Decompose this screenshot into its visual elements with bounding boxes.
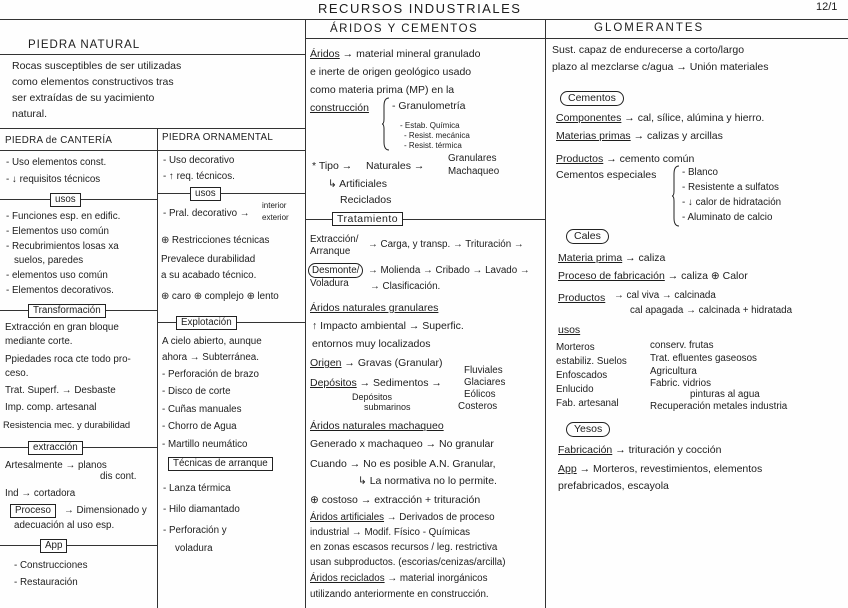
- note-line: - elementos uso común: [6, 270, 108, 281]
- note-line: ⊕ Restricciones técnicas: [161, 235, 270, 246]
- note-line: Cuando → No es posible A.N. Granular,: [310, 458, 496, 470]
- label-cales: Cales: [566, 229, 609, 244]
- subcolumn-divider: [157, 128, 158, 608]
- note-line: - Chorro de Agua: [162, 421, 237, 432]
- note-line: - Elementos uso común: [6, 226, 109, 237]
- note-line: usan subproductos. (escorias/cenizas/arcilla): [310, 557, 506, 568]
- label-extraccion: extracción: [28, 441, 83, 455]
- definition-text: → cemento común: [603, 153, 695, 165]
- note-line: - Perforación de brazo: [162, 369, 259, 380]
- property-item: - Resist. térmica: [404, 141, 462, 150]
- note-line: - ↓ requisitos técnicos: [6, 174, 101, 185]
- sediment-type: Fluviales: [464, 365, 503, 376]
- note-line: entornos muy localizados: [312, 338, 431, 350]
- definition-text: → Morteros, revestimientos, elementos: [576, 463, 763, 475]
- term: Áridos reciclados: [310, 573, 385, 584]
- intro-line: como elementos constructivos tras: [12, 76, 174, 88]
- note-line: ⊕ caro ⊕ complejo ⊕ lento: [161, 291, 279, 302]
- process-chain: → Molienda → Cribado → Lavado →: [368, 265, 530, 276]
- note-line: - Funciones esp. en edific.: [6, 211, 121, 222]
- label-app: App: [40, 539, 67, 553]
- label-tecnicas-arranque: Técnicas de arranque: [168, 457, 273, 471]
- note-line: ahora → Subterránea.: [162, 352, 259, 363]
- note-line: Extracción en gran bloque: [5, 322, 119, 333]
- cement-type: - Blanco: [682, 167, 718, 178]
- artificiales-line: [310, 512, 495, 524]
- process-step: Extracción/: [310, 234, 359, 245]
- note-line: - Perforación y: [163, 525, 227, 536]
- app-line: [558, 463, 762, 476]
- note-line: industrial → Modif. Físico - Químicas: [310, 527, 471, 538]
- cement-type: - Resistente a sulfatos: [682, 182, 779, 193]
- label-cementos: Cementos: [560, 91, 624, 106]
- label-usos: usos: [190, 187, 221, 201]
- note-line: - Pral. decorativo →: [163, 208, 250, 219]
- process-step: Voladura: [310, 278, 349, 289]
- note-line: - ↑ req. técnicos.: [163, 171, 235, 182]
- materias-line: [556, 130, 723, 143]
- property-item: - Estab. Química: [400, 121, 460, 130]
- materia-line: [558, 252, 665, 265]
- label-explotacion: Explotación: [176, 316, 237, 330]
- section-header-piedra-natural: PIEDRA NATURAL: [28, 39, 141, 51]
- sediment-type: Costeros: [458, 401, 498, 412]
- note-line: - Construcciones: [14, 560, 88, 571]
- note-line: Ppiedades roca cte todo pro-: [5, 354, 131, 365]
- section-header-glomerantes: GLOMERANTES: [594, 22, 705, 34]
- tipo-sub: Granulares: [448, 153, 497, 164]
- uso-item: Trat. efluentes gaseosos: [650, 353, 757, 364]
- definition-text: → material inorgánicos: [384, 573, 488, 584]
- process-step: Arranque: [310, 246, 351, 257]
- label-rule: [0, 545, 157, 546]
- note-line: Sust. capaz de endurecerse a corto/largo: [552, 44, 745, 56]
- definition-text: → Sedimentos →: [356, 377, 442, 389]
- note-line: - Uso elementos const.: [6, 157, 107, 168]
- depositos-line: [310, 377, 442, 390]
- note-line: plazo al mezclarse c/agua → Unión materiales: [552, 61, 769, 73]
- sediment-type: Eólicos: [464, 389, 496, 400]
- note-line: en zonas escasos recursos / leg. restrictiva: [310, 542, 498, 553]
- note-line: - Uso decorativo: [163, 155, 235, 166]
- note-line: - Elementos decorativos.: [6, 285, 114, 296]
- note-line: suelos, paredes: [14, 255, 84, 266]
- proceso-line: [558, 270, 748, 283]
- note-line: Generado x machaqueo → No granular: [310, 438, 494, 450]
- subheader-ornamental: PIEDRA ORNAMENTAL: [162, 132, 274, 143]
- note-line: Depósitos: [352, 392, 393, 402]
- property-item: - Granulometría: [392, 100, 466, 112]
- aridos-definition-line: [310, 48, 480, 61]
- note-line: - Lanza térmica: [163, 483, 231, 494]
- uso-item: Enfoscados: [556, 370, 608, 381]
- page-title: RECURSOS INDUSTRIALES: [318, 1, 522, 16]
- note-line: ceso.: [5, 368, 29, 379]
- uso-item: Enlucido: [556, 384, 594, 395]
- property-item: - Resist. mecánica: [404, 131, 470, 140]
- note-line: voladura: [175, 543, 213, 554]
- term: Componentes: [556, 112, 622, 124]
- definition-text: → Derivados de proceso: [384, 512, 495, 523]
- note-line: a su acabado técnico.: [161, 270, 257, 281]
- uso-item: Fabric. vidrios: [650, 378, 711, 389]
- process-chain: → Carga, y transp. → Trituración →: [368, 239, 524, 250]
- tipo-sub: Machaqueo: [448, 166, 500, 177]
- term: Proceso de fabricación: [558, 270, 665, 282]
- note-line: ⊕ costoso → extracción + trituración: [310, 494, 481, 506]
- definition-text: → caliza ⊕ Calor: [664, 270, 748, 282]
- header-rule-col1: [0, 54, 305, 55]
- term: Origen: [310, 357, 342, 369]
- process-step: Desmonte/: [308, 263, 363, 278]
- note-line: A cielo abierto, aunque: [162, 336, 262, 347]
- cement-type: - Aluminato de calcio: [682, 212, 773, 223]
- sediment-type: Glaciares: [464, 377, 506, 388]
- especiales-label: Cementos especiales: [556, 169, 657, 181]
- term: Productos: [556, 153, 604, 165]
- page-number: 12/1: [816, 1, 838, 13]
- note-line: - Restauración: [14, 577, 78, 588]
- section-header-aridos: ÁRIDOS Y CEMENTOS: [330, 23, 479, 35]
- reciclados-line: [310, 573, 488, 585]
- term: Áridos artificiales: [310, 512, 385, 523]
- label-usos: usos: [50, 193, 81, 207]
- uso-item: pinturas al agua: [690, 389, 760, 400]
- column-divider-2: [545, 19, 546, 608]
- definition-text: → caliza: [622, 252, 666, 264]
- definition-text: → cal, sílice, alúmina y hierro.: [621, 112, 765, 124]
- subheader-canteria: PIEDRA de CANTERÍA: [5, 135, 113, 146]
- note-line: e inerte de origen geológico usado: [310, 66, 472, 78]
- tipo-label: * Tipo →: [312, 160, 353, 172]
- origen-line: [310, 357, 442, 370]
- uso-item: Recuperación metales industria: [650, 401, 788, 412]
- definition-text: → trituración y cocción: [612, 444, 722, 456]
- label-rule: [157, 193, 305, 194]
- subsection-rule: [0, 128, 305, 129]
- definition-text: → calizas y arcillas: [630, 130, 723, 142]
- uso-item: conserv. frutas: [650, 340, 714, 351]
- note-line: adecuación al uso esp.: [14, 520, 115, 531]
- note-line: Trat. Superf. → Desbaste: [5, 385, 116, 396]
- note-line: - Cuñas manuales: [162, 404, 242, 415]
- brace-mark: [382, 98, 390, 150]
- term: Materia prima: [558, 252, 623, 264]
- process-chain: → Clasificación.: [370, 281, 441, 292]
- term: Depósitos: [310, 377, 357, 389]
- definition-text: → Gravas (Granular): [341, 357, 443, 369]
- term: Fabricación: [558, 444, 613, 456]
- product-branch: → cal viva → calcinada: [614, 290, 716, 301]
- note-line: mediante corte.: [5, 336, 73, 347]
- cement-type: - ↓ calor de hidratación: [682, 197, 782, 208]
- term: Productos: [558, 292, 606, 304]
- tipo-other: Reciclados: [340, 194, 392, 206]
- intro-line: ser extraídas de su yacimiento: [12, 92, 155, 104]
- uso-item: Fab. artesanal: [556, 398, 619, 409]
- note-line: - Recubrimientos losas xa: [6, 241, 119, 252]
- subsection-title: Áridos naturales machaqueo: [310, 420, 444, 432]
- note-line: ↳ La normativa no lo permite.: [358, 475, 497, 487]
- tipo-naturales: Naturales →: [366, 160, 425, 172]
- tipo-other: ↳ Artificiales: [328, 178, 387, 190]
- usos-label: usos: [558, 324, 581, 336]
- product-branch: cal apagada → calcinada + hidratada: [630, 305, 793, 316]
- note-line: Artesalmente → planos: [5, 460, 107, 471]
- intro-line: Rocas susceptibles de ser utilizadas: [12, 60, 182, 72]
- subheader-rule: [0, 150, 305, 151]
- fabricacion-line: [558, 444, 721, 457]
- term: Áridos: [310, 48, 340, 60]
- note-line: - Disco de corte: [162, 386, 231, 397]
- componentes-line: [556, 112, 764, 125]
- brace-mark: [672, 166, 680, 226]
- label-transformacion: Transformación: [28, 304, 106, 318]
- label-proceso: Proceso: [10, 504, 56, 518]
- note-line: utilizando anteriormente en construcción.: [310, 589, 489, 600]
- term: construcción: [310, 102, 369, 114]
- note-line: ↑ Impacto ambiental → Superfic.: [312, 320, 464, 332]
- uso-item: Agricultura: [650, 366, 697, 377]
- note-line: como materia prima (MP) en la: [310, 84, 455, 96]
- note-line: Ind → cortadora: [5, 488, 76, 499]
- title-rule: [0, 19, 848, 20]
- term: App: [558, 463, 577, 475]
- note-line: dis cont.: [100, 471, 137, 482]
- note-line: prefabricados, escayola: [558, 480, 669, 492]
- uso-item: Morteros: [556, 342, 595, 353]
- note-line: - Martillo neumático: [162, 439, 248, 450]
- note-line: Imp. comp. artesanal: [5, 402, 97, 413]
- note-line: - Hilo diamantado: [163, 504, 240, 515]
- note-line: → Dimensionado y: [64, 505, 147, 516]
- column-divider-1: [305, 19, 306, 608]
- productos-line: [556, 153, 694, 166]
- label-yesos: Yesos: [566, 422, 610, 437]
- note-line: Prevalece durabilidad: [161, 254, 256, 265]
- label-tratamiento: Tratamiento: [332, 212, 403, 226]
- intro-line: natural.: [12, 108, 48, 120]
- uso-item: estabiliz. Suelos: [556, 356, 627, 367]
- header-rule: [305, 38, 848, 39]
- definition-text: → material mineral granulado: [339, 48, 481, 60]
- note-line: interior: [262, 201, 287, 210]
- term: Materias primas: [556, 130, 631, 142]
- note-line: submarinos: [364, 402, 411, 412]
- subsection-title: Áridos naturales granulares: [310, 302, 439, 314]
- note-line: Resistencia mec. y durabilidad: [3, 419, 131, 430]
- note-line: exterior: [262, 213, 289, 222]
